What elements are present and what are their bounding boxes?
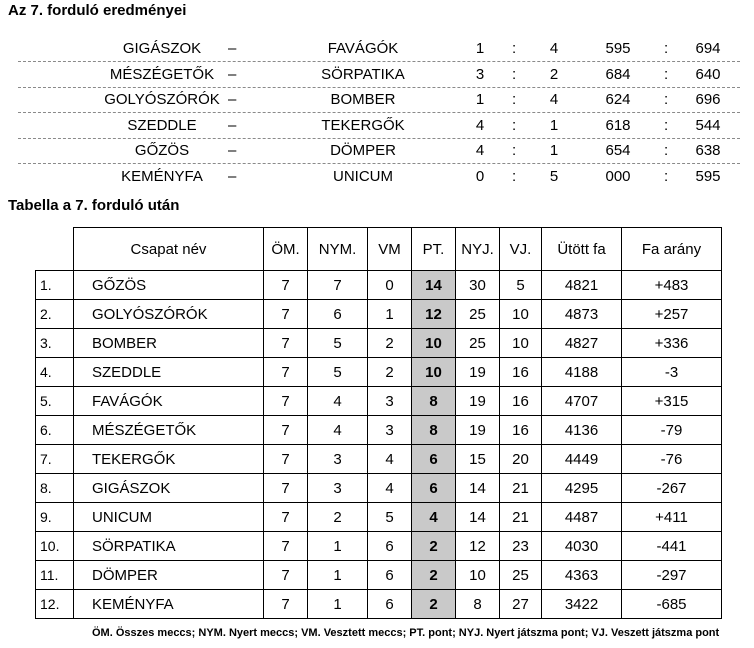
cell-vj: 5 [500, 271, 542, 300]
result-dash: – [228, 40, 237, 57]
result-dash: – [228, 91, 237, 108]
result-away-team: FAVÁGÓK [327, 40, 399, 57]
cell-rank: 5. [36, 387, 74, 416]
cell-vj: 10 [500, 300, 542, 329]
result-pins-separator: : [664, 116, 669, 134]
cell-team-name: KEMÉNYFA [74, 590, 264, 619]
cell-pt: 10 [412, 329, 456, 358]
cell-nyj: 19 [456, 387, 500, 416]
cell-pt: 10 [412, 358, 456, 387]
result-away-pins: 694 [695, 40, 721, 57]
standings-row [36, 503, 722, 532]
standings-row [36, 590, 722, 619]
cell-utott-fa: 4295 [542, 474, 622, 503]
result-away-team: BOMBER [330, 91, 396, 108]
result-row [18, 113, 740, 139]
cell-pt: 4 [412, 503, 456, 532]
cell-utott-fa: 4873 [542, 300, 622, 329]
cell-nym: 2 [308, 503, 368, 532]
cell-fa-arany: -441 [622, 532, 722, 561]
header-vm: VM [368, 228, 412, 271]
result-pins-separator: : [664, 167, 669, 185]
cell-nyj: 8 [456, 590, 500, 619]
cell-team-name: GOLYÓSZÓRÓK [74, 300, 264, 329]
standings-table [35, 227, 722, 619]
standings-header-row [36, 228, 722, 271]
result-pins-separator: : [664, 142, 669, 159]
standings-row [36, 387, 722, 416]
cell-fa-arany: +315 [622, 387, 722, 416]
cell-vm: 3 [368, 387, 412, 416]
cell-vj: 21 [500, 503, 542, 532]
cell-team-name: MÉSZÉGETŐK [74, 416, 264, 445]
standings-row [36, 416, 722, 445]
result-home-games: 0 [475, 167, 485, 185]
cell-om: 7 [264, 329, 308, 358]
cell-om: 7 [264, 271, 308, 300]
footnote: ÖM. Összes meccs; NYM. Nyert meccs; VM. Vesztett meccs; PT. pont; NYJ. Nyert játszma pont; VJ. Veszett játszma pont [92, 627, 720, 639]
cell-utott-fa: 4707 [542, 387, 622, 416]
cell-utott-fa: 4827 [542, 329, 622, 358]
cell-team-name: GIGÁSZOK [74, 474, 264, 503]
cell-nym: 5 [308, 358, 368, 387]
cell-rank: 4. [36, 358, 74, 387]
cell-om: 7 [264, 416, 308, 445]
cell-vm: 0 [368, 271, 412, 300]
standings-row [36, 300, 722, 329]
cell-utott-fa: 4363 [542, 561, 622, 590]
header-fa-arany: Fa arány [622, 228, 722, 271]
cell-nyj: 14 [456, 474, 500, 503]
cell-vm: 6 [368, 561, 412, 590]
result-dash: – [228, 65, 237, 83]
cell-vm: 4 [368, 445, 412, 474]
result-home-pins: 624 [605, 91, 631, 108]
cell-rank: 10. [36, 532, 74, 561]
cell-rank: 9. [36, 503, 74, 532]
result-row [18, 138, 740, 164]
cell-om: 7 [264, 387, 308, 416]
result-home-team: KEMÉNYFA [121, 167, 203, 185]
cell-fa-arany: -76 [622, 445, 722, 474]
cell-vm: 2 [368, 358, 412, 387]
cell-nyj: 19 [456, 416, 500, 445]
result-away-pins: 638 [695, 142, 721, 159]
cell-pt: 6 [412, 474, 456, 503]
cell-nym: 6 [308, 300, 368, 329]
result-games-separator: : [512, 167, 517, 185]
result-pins-separator: : [664, 65, 669, 83]
standings-row [36, 474, 722, 503]
cell-team-name: GŐZÖS [74, 271, 264, 300]
cell-pt: 2 [412, 532, 456, 561]
cell-utott-fa: 4030 [542, 532, 622, 561]
cell-fa-arany: -297 [622, 561, 722, 590]
cell-rank: 2. [36, 300, 74, 329]
result-row [18, 62, 740, 88]
cell-rank: 7. [36, 445, 74, 474]
result-dash: – [228, 167, 237, 185]
cell-utott-fa: 4449 [542, 445, 622, 474]
header-vj: VJ. [500, 228, 542, 271]
header-nyj: NYJ. [456, 228, 500, 271]
cell-rank: 1. [36, 271, 74, 300]
cell-team-name: DÖMPER [74, 561, 264, 590]
result-home-games: 1 [475, 91, 485, 108]
standings-row [36, 271, 722, 300]
cell-nym: 1 [308, 532, 368, 561]
cell-nym: 4 [308, 387, 368, 416]
result-home-games: 4 [475, 116, 485, 134]
cell-vm: 6 [368, 532, 412, 561]
cell-utott-fa: 3422 [542, 590, 622, 619]
cell-pt: 8 [412, 387, 456, 416]
standings-row [36, 329, 722, 358]
cell-utott-fa: 4487 [542, 503, 622, 532]
result-home-pins: 000 [605, 167, 631, 185]
cell-utott-fa: 4821 [542, 271, 622, 300]
header-nym: NYM. [308, 228, 368, 271]
cell-vj: 20 [500, 445, 542, 474]
result-away-pins: 595 [695, 167, 721, 185]
cell-pt: 14 [412, 271, 456, 300]
result-games-separator: : [512, 116, 517, 134]
cell-team-name: FAVÁGÓK [74, 387, 264, 416]
cell-team-name: SZEDDLE [74, 358, 264, 387]
cell-team-name: UNICUM [74, 503, 264, 532]
cell-vj: 16 [500, 387, 542, 416]
result-row [18, 87, 740, 113]
cell-team-name: BOMBER [74, 329, 264, 358]
cell-fa-arany: +336 [622, 329, 722, 358]
result-away-games: 4 [549, 40, 559, 57]
cell-vm: 6 [368, 590, 412, 619]
cell-nym: 3 [308, 445, 368, 474]
result-games-separator: : [512, 40, 517, 57]
cell-rank: 11. [36, 561, 74, 590]
result-home-pins: 654 [605, 142, 631, 159]
cell-pt: 6 [412, 445, 456, 474]
cell-nyj: 19 [456, 358, 500, 387]
header-utott-fa: Ütött fa [542, 228, 622, 271]
cell-fa-arany: -685 [622, 590, 722, 619]
standings-row [36, 358, 722, 387]
result-home-team: MÉSZÉGETŐK [109, 65, 215, 83]
result-home-games: 1 [475, 40, 485, 57]
result-row [18, 36, 740, 62]
cell-om: 7 [264, 532, 308, 561]
header-rank [36, 228, 74, 271]
cell-om: 7 [264, 300, 308, 329]
cell-om: 7 [264, 474, 308, 503]
result-away-team: UNICUM [333, 167, 393, 185]
cell-pt: 2 [412, 561, 456, 590]
standings-row [36, 532, 722, 561]
round-results-title: Az 7. forduló eredményei [8, 2, 187, 19]
result-away-games: 5 [549, 167, 559, 185]
result-away-team: TEKERGŐK [321, 116, 405, 134]
result-dash: – [228, 116, 237, 134]
result-home-team: GŐZÖS [134, 142, 190, 159]
result-home-team: GIGÁSZOK [122, 40, 202, 57]
cell-rank: 12. [36, 590, 74, 619]
cell-rank: 3. [36, 329, 74, 358]
cell-om: 7 [264, 445, 308, 474]
cell-vm: 3 [368, 416, 412, 445]
cell-vj: 23 [500, 532, 542, 561]
result-pins-separator: : [664, 91, 669, 108]
cell-fa-arany: -267 [622, 474, 722, 503]
result-home-team: SZEDDLE [127, 116, 197, 134]
result-home-pins: 595 [605, 40, 631, 57]
cell-vj: 27 [500, 590, 542, 619]
cell-pt: 8 [412, 416, 456, 445]
cell-nyj: 30 [456, 271, 500, 300]
cell-vj: 25 [500, 561, 542, 590]
standings-body [36, 271, 722, 619]
result-away-pins: 696 [695, 91, 721, 108]
cell-vm: 4 [368, 474, 412, 503]
result-dash: – [228, 142, 237, 159]
cell-fa-arany: +411 [622, 503, 722, 532]
cell-nym: 3 [308, 474, 368, 503]
cell-nym: 7 [308, 271, 368, 300]
cell-om: 7 [264, 590, 308, 619]
cell-om: 7 [264, 503, 308, 532]
cell-vm: 2 [368, 329, 412, 358]
cell-nym: 4 [308, 416, 368, 445]
result-pins-separator: : [664, 40, 669, 57]
result-away-games: 2 [549, 65, 559, 83]
cell-nyj: 10 [456, 561, 500, 590]
cell-team-name: SÖRPATIKA [74, 532, 264, 561]
result-games-separator: : [512, 142, 517, 159]
result-away-games: 1 [549, 142, 559, 159]
cell-nyj: 12 [456, 532, 500, 561]
cell-pt: 2 [412, 590, 456, 619]
result-home-pins: 618 [605, 116, 631, 134]
cell-vm: 5 [368, 503, 412, 532]
cell-nyj: 14 [456, 503, 500, 532]
cell-fa-arany: +257 [622, 300, 722, 329]
cell-nyj: 15 [456, 445, 500, 474]
result-row [18, 164, 740, 189]
cell-utott-fa: 4136 [542, 416, 622, 445]
standings-row [36, 561, 722, 590]
cell-pt: 12 [412, 300, 456, 329]
cell-vm: 1 [368, 300, 412, 329]
cell-vj: 16 [500, 416, 542, 445]
result-away-pins: 640 [695, 65, 721, 83]
header-pt: PT. [412, 228, 456, 271]
result-away-team: DÖMPER [330, 142, 396, 159]
result-home-pins: 684 [605, 65, 631, 83]
cell-rank: 8. [36, 474, 74, 503]
cell-om: 7 [264, 561, 308, 590]
result-away-team: SÖRPATIKA [321, 65, 405, 83]
cell-nyj: 25 [456, 329, 500, 358]
cell-fa-arany: +483 [622, 271, 722, 300]
cell-rank: 6. [36, 416, 74, 445]
cell-om: 7 [264, 358, 308, 387]
cell-vj: 10 [500, 329, 542, 358]
result-away-games: 1 [549, 116, 559, 134]
cell-vj: 16 [500, 358, 542, 387]
result-home-games: 3 [475, 65, 485, 83]
standings-row [36, 445, 722, 474]
cell-vj: 21 [500, 474, 542, 503]
cell-nym: 1 [308, 590, 368, 619]
result-games-separator: : [512, 91, 517, 108]
result-home-team: GOLYÓSZÓRÓK [104, 91, 220, 108]
result-home-games: 4 [475, 142, 485, 159]
result-away-games: 4 [549, 91, 559, 108]
standings-title: Tabella a 7. forduló után [8, 197, 180, 214]
cell-fa-arany: -79 [622, 416, 722, 445]
result-games-separator: : [512, 65, 517, 83]
cell-nym: 1 [308, 561, 368, 590]
cell-nym: 5 [308, 329, 368, 358]
header-om: ÖM. [264, 228, 308, 271]
cell-team-name: TEKERGŐK [74, 445, 264, 474]
header-team-name: Csapat név [74, 228, 264, 271]
cell-fa-arany: -3 [622, 358, 722, 387]
result-away-pins: 544 [695, 116, 721, 134]
cell-utott-fa: 4188 [542, 358, 622, 387]
cell-nyj: 25 [456, 300, 500, 329]
